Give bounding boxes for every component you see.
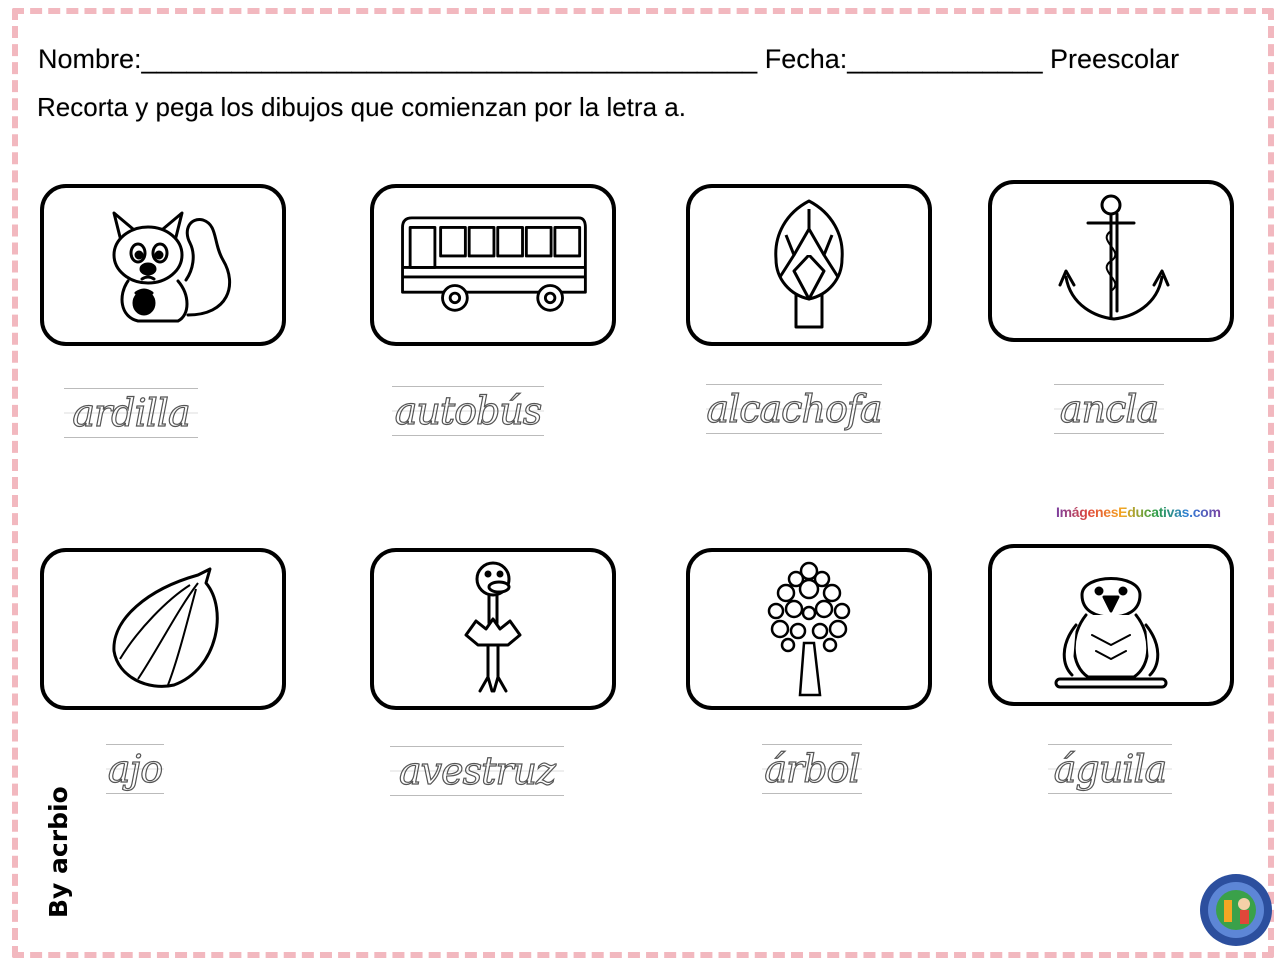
author-signature: By acrbio: [44, 786, 73, 918]
nombre-blank: _________________________________________: [141, 44, 758, 74]
trace-word-autobus: autobús: [392, 386, 544, 436]
anchor-icon: [1026, 191, 1196, 331]
fecha-label: Fecha:: [764, 44, 848, 74]
trace-word-arbol: árbol: [762, 744, 862, 794]
trace-word-ardilla: ardilla: [64, 388, 198, 438]
header-line: [38, 44, 1179, 75]
trace-word-ajo: ajo: [106, 744, 164, 794]
eagle-icon: [1026, 555, 1196, 695]
picture-card-bus[interactable]: [370, 184, 616, 346]
picture-card-squirrel[interactable]: [40, 184, 286, 346]
trace-word-aguila: águila: [1048, 744, 1172, 794]
garlic-icon: [78, 559, 248, 699]
picture-card-garlic[interactable]: [40, 548, 286, 710]
artichoke-icon: [724, 195, 894, 335]
picture-card-eagle[interactable]: [988, 544, 1234, 706]
nombre-label: Nombre:: [38, 44, 142, 74]
squirrel-icon: [78, 195, 248, 335]
trace-word-alcachofa: alcachofa: [706, 384, 882, 434]
picture-card-anchor[interactable]: [988, 180, 1234, 342]
trace-word-ancla: ancla: [1054, 384, 1164, 434]
trace-word-avestruz: avestruz: [390, 746, 564, 796]
picture-card-ostrich[interactable]: [370, 548, 616, 710]
tree-icon: [724, 559, 894, 699]
instruction-text: Recorta y pega los dibujos que comienzan por la letra a.: [37, 92, 686, 122]
picture-card-artichoke[interactable]: [686, 184, 932, 346]
watermark-text: ImágenesEducativas.com: [1056, 504, 1221, 520]
bus-icon: [393, 208, 593, 323]
watermark-logo[interactable]: [1056, 504, 1221, 520]
fecha-blank: _____________: [847, 44, 1043, 74]
site-seal-icon: [1198, 872, 1274, 948]
page-border: [12, 8, 1274, 958]
picture-card-tree[interactable]: [686, 548, 932, 710]
ostrich-icon: [408, 559, 578, 699]
level-label: Preescolar: [1050, 44, 1180, 74]
